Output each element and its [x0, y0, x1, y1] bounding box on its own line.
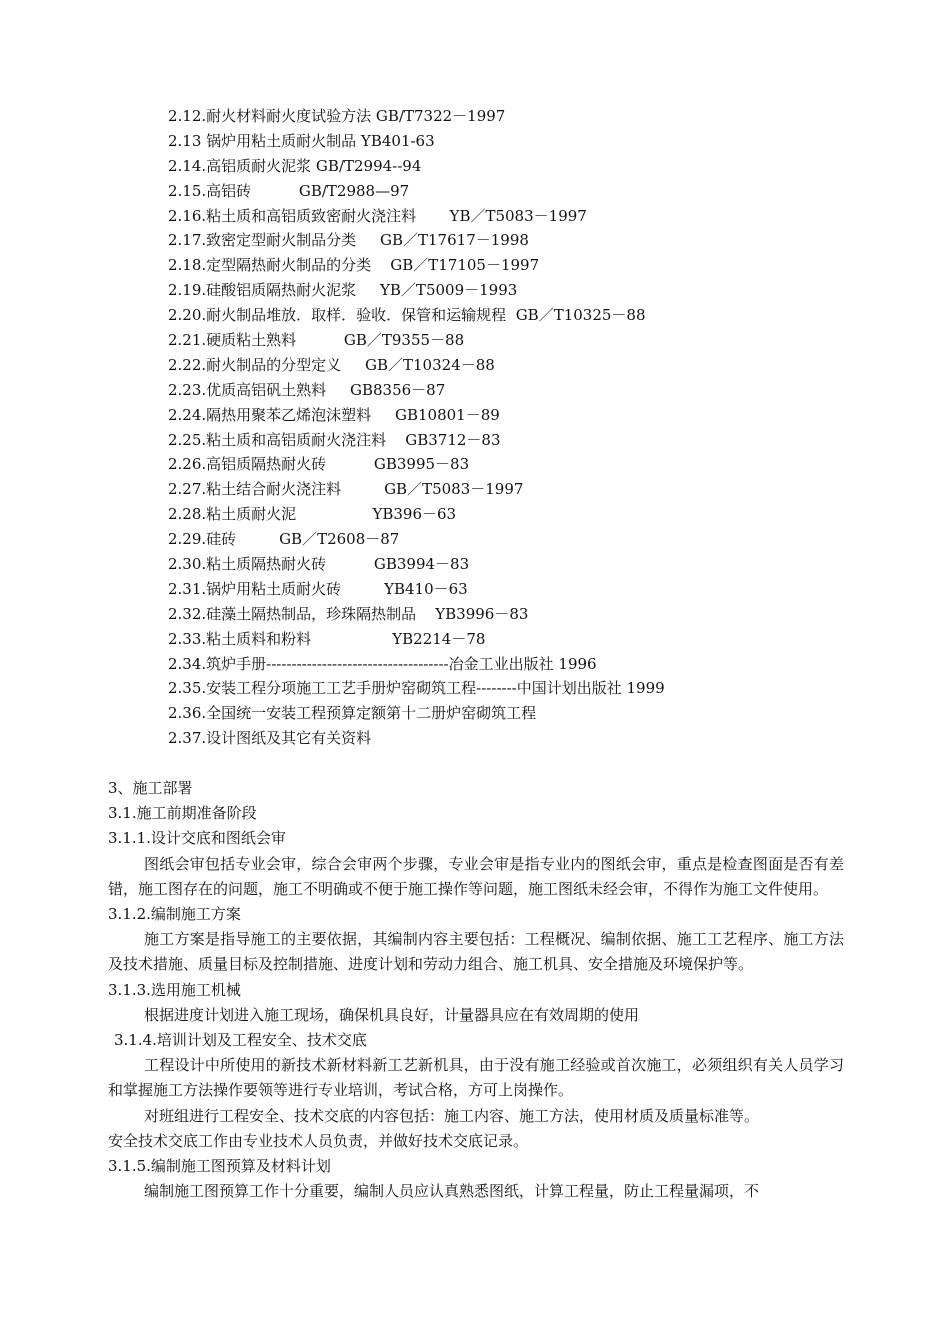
paragraph: 根据进度计划进入施工现场，确保机具良好，计量器具应在有效周期的使用 [144, 1005, 640, 1024]
reference-item: 2.25.粘土质和高铝质耐火浇注料 GB3712－83 [168, 430, 501, 449]
reference-item: 2.31.锅炉用粘土质耐火砖 YB410－63 [168, 579, 468, 598]
reference-item: 2.17.致密定型耐火制品分类 GB／T17617－1998 [168, 231, 529, 250]
subsection-heading: 3.1.施工前期准备阶段 [108, 804, 257, 823]
reference-standards-list [168, 104, 665, 751]
reference-item: 2.33.粘土质料和粉料 YB2214－78 [168, 629, 486, 648]
paragraph: 施工方案是指导施工的主要依据，其编制内容主要包括：工程概况、编制依据、施工工艺程序、施工方法及技术措施、质量目标及控制措施、进度计划和劳动力组合、施工机具、安全措施及环境保护等。 [108, 930, 844, 974]
reference-item: 2.23.优质高铝矾土熟料 GB8356－87 [168, 380, 446, 399]
reference-item: 2.32.硅藻土隔热制品，珍珠隔热制品 YB3996－83 [168, 604, 529, 623]
reference-item: 2.12.耐火材料耐火度试验方法 GB/T7322－1997 [168, 107, 506, 125]
reference-item: 2.19.硅酸铝质隔热耐火泥浆 YB／T5009－1993 [168, 281, 518, 300]
reference-item: 2.37.设计图纸及其它有关资料 [168, 729, 372, 748]
paragraph: 对班组进行工程安全、技术交底的内容包括：施工内容、施工方法，使用材质及质量标准等。 [144, 1106, 760, 1125]
reference-item: 2.16.粘土质和高铝质致密耐火浇注料 YB／T5083－1997 [168, 206, 587, 225]
subsection-heading: 3.1.5.编制施工图预算及材料计划 [108, 1156, 331, 1175]
reference-item: 2.14.高铝质耐火泥浆 GB/T2994--94 [168, 156, 422, 175]
construction-deployment-section [108, 776, 844, 1204]
subsection-heading: 3.1.1.设计交底和图纸会审 [108, 829, 286, 848]
subsection-heading: 3.1.2.编制施工方案 [108, 904, 241, 923]
reference-item: 2.36.全国统一安装工程预算定额第十二册炉窑砌筑工程 [168, 704, 537, 723]
reference-item: 2.20.耐火制品堆放．取样．验收．保管和运输规程 GB／T10325－88 [168, 306, 646, 325]
reference-item: 2.21.硬质粘土熟料 GB／T9355－88 [168, 331, 465, 350]
paragraph-continuation: 安全技术交底工作由专业技术人员负责，并做好技术交底记录。 [108, 1131, 529, 1150]
reference-item: 2.15.高铝砖 GB/T2988—97 [168, 181, 410, 200]
paragraph: 图纸会审包括专业会审，综合会审两个步骤，专业会审是指专业内的图纸会审，重点是检查图面是否有差错，施工图存在的问题，施工不明确或不便于施工操作等问题，施工图纸未经会审，不得作为施工文件使用。 [108, 854, 844, 898]
reference-item: 2.35.安装工程分项施工工艺手册炉窑砌筑工程--------中国计划出版社 1999 [168, 679, 665, 698]
reference-item: 2.29.硅砖 GB／T2608－87 [168, 530, 400, 549]
reference-item: 2.28.粘土质耐火泥 YB396－63 [168, 505, 457, 524]
reference-item: 2.22.耐火制品的分型定义 GB／T10324－88 [168, 355, 495, 374]
reference-item: 2.34.筑炉手册------------------------------------冶金工业出版社 1996 [168, 654, 597, 673]
paragraph: 工程设计中所使用的新技术新材料新工艺新机具，由于没有施工经验或首次施工，必须组织有关人员学习和掌握施工方法操作要领等进行专业培训，考试合格，方可上岗操作。 [108, 1056, 844, 1100]
subsection-heading: 3.1.4.培训计划及工程安全、技术交底 [114, 1030, 367, 1049]
reference-item: 2.27.粘土结合耐火浇注料 GB／T5083－1997 [168, 480, 524, 499]
reference-item: 2.24.隔热用聚苯乙烯泡沫塑料 GB10801－89 [168, 405, 500, 424]
reference-item: 2.13 锅炉用粘土质耐火制品 YB401-63 [168, 131, 435, 150]
paragraph: 编制施工图预算工作十分重要，编制人员应认真熟悉图纸，计算工程量，防止工程量漏项，不 [144, 1182, 760, 1201]
subsection-heading: 3.1.3.选用施工机械 [108, 980, 241, 999]
reference-item: 2.18.定型隔热耐火制品的分类 GB／T17105－1997 [168, 256, 540, 275]
section-heading: 3、施工部署 [108, 779, 193, 797]
reference-item: 2.26.高铝质隔热耐火砖 GB3995－83 [168, 455, 470, 474]
reference-item: 2.30.粘土质隔热耐火砖 GB3994－83 [168, 555, 470, 574]
